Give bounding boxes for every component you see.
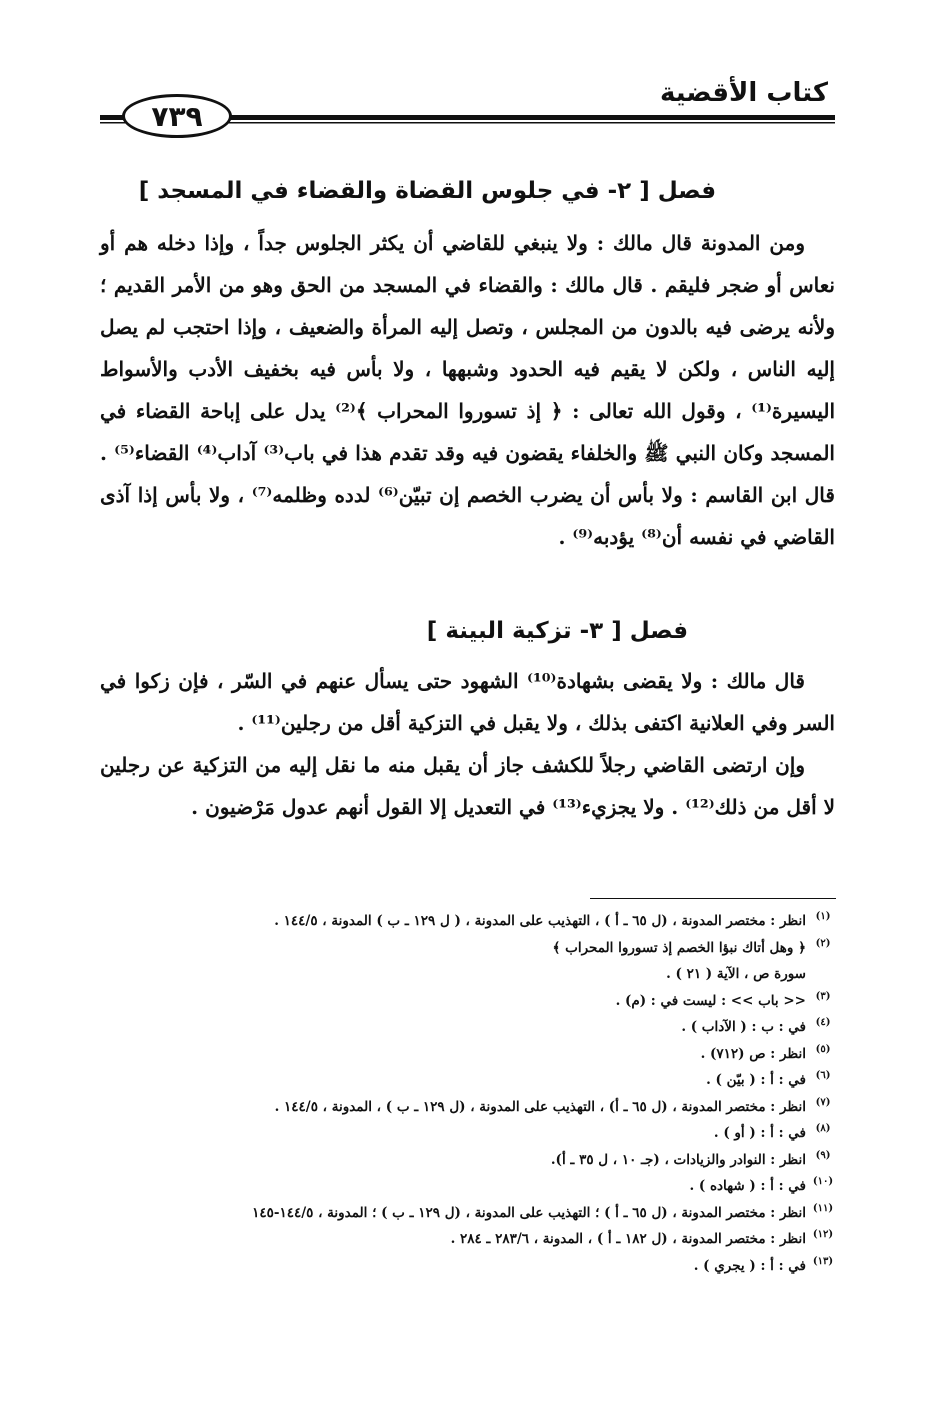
footnote-text: في : أ : ( شهاده ) . xyxy=(689,1178,806,1194)
footnote-text: انظر : مختصر المدونة ، (ل ٦٥ ـ أ) ، التهذيب على المدونة ، (ل ١٢٩ ـ ب ) ، المدونة ، ١٤٤/٥ . xyxy=(274,1098,806,1115)
footnote-number: (٤) xyxy=(815,1017,831,1028)
footnotes-list xyxy=(140,908,840,1279)
section-heading-2: فصل [ ٣- تزكية البينة ] xyxy=(426,618,688,644)
footnote xyxy=(140,1041,840,1068)
footnote-text: في : ب : ( الآداب ) . xyxy=(681,1019,806,1035)
footnote xyxy=(140,1253,840,1280)
footnote-text: انظر : مختصر المدونة ، (ل ١٨٢ ـ أ ) ، المدونة ، ٢٨٣/٦ ـ ٢٨٤ . xyxy=(450,1231,806,1247)
footnote-number: (٧) xyxy=(815,1096,831,1108)
footnote xyxy=(140,1014,840,1041)
footnote-number: (٣) xyxy=(815,990,831,1002)
footnote-text: في : أ : ( بيّن ) . xyxy=(706,1072,806,1088)
footnote-number: (٦) xyxy=(815,1070,831,1081)
footnote xyxy=(140,1200,840,1227)
footnote xyxy=(140,908,840,935)
footnote-text: انظر : ص (٧١٢) . xyxy=(700,1045,806,1062)
footnote-number: (٥) xyxy=(815,1043,831,1055)
footnote xyxy=(140,1094,840,1121)
footnote-number: (١٠) xyxy=(812,1176,834,1187)
section-1-body xyxy=(100,222,835,558)
paragraph: وإن ارتضى القاضي رجلاً للكشف جاز أن يقبل منه ما نقل إليه من التزكية عن رجلين لا أقل من ذلك⁽¹²⁾ . ولا يجزيء⁽¹³⁾ في التعديل إلا القول أنهم عدول مَرْضيون . xyxy=(100,753,835,819)
footnote-separator xyxy=(590,898,836,899)
footnote-text: انظر : النوادر والزيادات ، (جـ ١٠ ، ل ٣٥ ـ أ). xyxy=(550,1151,806,1168)
footnote xyxy=(140,1226,840,1253)
footnote xyxy=(140,1067,840,1094)
footnote-number: (١٢) xyxy=(812,1229,834,1240)
footnote xyxy=(140,1147,840,1174)
running-title: كتاب الأقضية xyxy=(660,78,828,108)
footnote-text: في : أ : ( أو ) . xyxy=(713,1125,806,1141)
footnote xyxy=(140,935,840,962)
footnote xyxy=(140,988,840,1015)
paragraph: قال مالك : ولا يقضى بشهادة⁽¹⁰⁾ الشهود حتى يسأل عنهم في السّر ، فإن زكوا في السر وفي العلانية اكتفى بذلك ، ولا يقبل في التزكية أقل من رجلين⁽¹¹⁾ . xyxy=(100,669,835,735)
footnote-text: في : أ : ( يجري ) . xyxy=(693,1257,806,1274)
footnote-text: ﴿ وهل أتاك نبؤا الخصم إذ تسوروا المحراب ﴾ xyxy=(552,939,806,956)
section-heading-1: فصل [ ٢- في جلوس القضاة والقضاء في المسجد ] xyxy=(138,178,716,204)
section-2-body xyxy=(100,660,835,828)
footnote-text: << باب >> : ليست في : (م) . xyxy=(615,992,806,1009)
footnote-number: (١١) xyxy=(812,1202,834,1214)
paragraph: ومن المدونة قال مالك : ولا ينبغي للقاضي أن يكثر الجلوس جداً ، وإذا دخله هم أو نعاس أو ضجر فليقم . قال مالك : والقضاء في المسجد من الحق وهو من الأمر القديم ؛ ولأنه يرضى فيه بالدون من المجلس ، وتصل إليه المرأة والضعيف ، وإذا احتجب لم يصل إليه الناس ، ولكن لا يقيم فيه الحدود وشبهها ، ولا بأس فيه بخفيف الأدب والأسواط اليسيرة⁽¹⁾ ، وقول الله تعالى : ﴿ إذ تسوروا المحراب ﴾⁽²⁾ يدل على إباحة القضاء في المسجد وكان النبي ﷺ والخلفاء يقضون فيه وقد تقدم هذا في باب⁽³⁾ آداب⁽⁴⁾ القضاء⁽⁵⁾ . قال ابن القاسم : ولا بأس أن يضرب الخصم إن تبيّن⁽⁶⁾ لدده وظلمه⁽⁷⁾ ، ولا بأس إذا آذى القاضي في نفسه أن⁽⁸⁾ يؤدبه⁽⁹⁾ . xyxy=(100,231,836,549)
footnote-text: انظر : مختصر المدونة ، (ل ٦٥ ـ أ ) ؛ التهذيب على المدونة ، (ل ١٢٩ ـ ب ) ؛ المدونة ، ١٤٤/٥-١٤٥ xyxy=(252,1204,806,1221)
footnote-number: (٨) xyxy=(815,1123,831,1134)
footnote-number: (١٣) xyxy=(812,1255,834,1267)
footnote xyxy=(140,1173,840,1200)
footnote-number: (١) xyxy=(815,911,831,922)
footnote-text: انظر : مختصر المدونة ، (ل ٦٥ ـ أ ) ، التهذيب على المدونة ، ( ل ١٢٩ ـ ب ) المدونة ، ١٤٤/٥ . xyxy=(274,913,806,929)
footnote-continuation xyxy=(140,961,840,988)
footnote-number: (٢) xyxy=(815,937,831,949)
footnote-text: سورة ص ، الآية ( ٢١ ) . xyxy=(666,966,806,982)
page-number: ٧٣٩ xyxy=(122,94,232,138)
footnote-number: (٩) xyxy=(815,1149,831,1161)
footnote xyxy=(140,1120,840,1147)
